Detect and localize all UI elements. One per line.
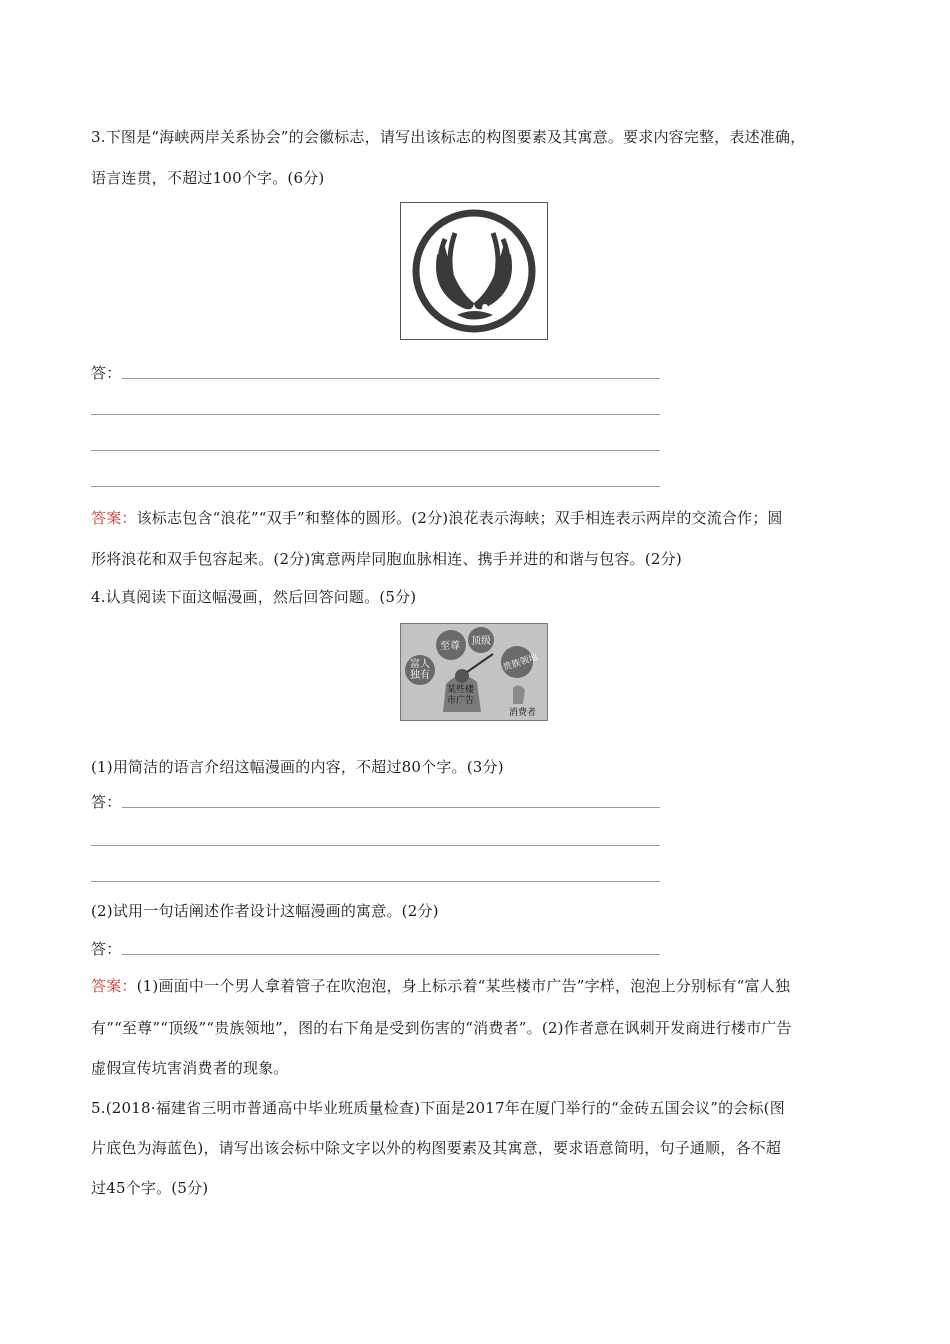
cartoon-bubble-dingji: 顶级 (471, 636, 491, 647)
answer-blank-line[interactable] (122, 954, 660, 955)
answer-blank-line[interactable] (91, 881, 660, 882)
q4-sub2-answer-prefix: 答： (91, 940, 122, 958)
q4-sub1-prompt: (1)用简洁的语言介绍这幅漫画的内容，不超过80个字。(3分) (91, 758, 504, 776)
q4-answer-line3: 虚假宣传坑害消费者的现象。 (91, 1059, 289, 1077)
logo-emblem-icon (401, 203, 547, 339)
answer-label: 答案： (91, 977, 137, 995)
q4-answer-text1: (1)画面中一个男人拿着管子在吹泡泡，身上标示着“某些楼市广告”字样，泡泡上分别标有“富人独 (136, 977, 791, 995)
q5-prompt-line2: 片底色为海蓝色)，请写出该会标中除文字以外的构图要素及其寓意，要求语意简明，句子通顺，各不超 (91, 1139, 782, 1157)
q3-prompt-line1: 3.下图是“海峡两岸关系协会”的会徽标志，请写出该标志的构图要素及其寓意。要求内容完整，表述准确， (91, 128, 806, 146)
answer-blank-line[interactable] (91, 486, 660, 487)
cartoon-bubble-zhizun: 至尊 (440, 641, 460, 652)
q4-answer-line2: 有”“至尊”“顶级”“贵族领地”，图的右下角是受到伤害的“消费者”。(2)作者意在讽刺开发商进行楼市广告 (91, 1019, 792, 1037)
q4-sub2-prompt: (2)试用一句话阐述作者设计这幅漫画的寓意。(2分) (91, 902, 439, 920)
answer-blank-line[interactable] (122, 807, 660, 808)
q3-answer-line2: 形将浪花和双手包容起来。(2分)寓意两岸同胞血脉相连、携手并进的和谐与包容。(2分) (91, 550, 682, 568)
cross-strait-logo-figure (400, 202, 548, 340)
cartoon-bubble-guizu: 贵族领地 (501, 652, 540, 674)
q5-prompt-line3: 过45个字。(5分) (91, 1179, 209, 1197)
answer-blank-line[interactable] (91, 450, 660, 451)
answer-label: 答案： (91, 509, 137, 527)
q5-prompt-line1: 5.(2018·福建省三明市普通高中毕业班质量检查)下面是2017年在厦门举行的“金砖五国会议”的会标(图 (91, 1099, 785, 1117)
q4-prompt-line1: 4.认真阅读下面这幅漫画，然后回答问题。(5分) (91, 588, 417, 606)
answer-blank-line[interactable] (91, 845, 660, 846)
cartoon-consumer-label: 消费者 (509, 708, 537, 718)
cartoon-bubble-furen: 富人独有 (410, 659, 430, 681)
q4-answer-line1 (91, 975, 790, 996)
q3-answer-text1: 该标志包含“浪花”“双手”和整体的圆形。(2分)浪花表示海峡；双手相连表示两岸的交流合作；圆 (136, 509, 783, 527)
cartoon-figure (400, 623, 548, 721)
q4-sub1-answer-prefix: 答： (91, 793, 122, 811)
q3-answer-line1 (91, 507, 783, 528)
cartoon-man-label: 某些楼市广告 (447, 685, 475, 706)
answer-blank-line[interactable] (122, 378, 660, 379)
answer-blank-line[interactable] (91, 414, 660, 415)
q3-answer-prefix: 答： (91, 364, 122, 382)
q3-prompt-line2: 语言连贯，不超过100个字。(6分) (91, 169, 325, 187)
